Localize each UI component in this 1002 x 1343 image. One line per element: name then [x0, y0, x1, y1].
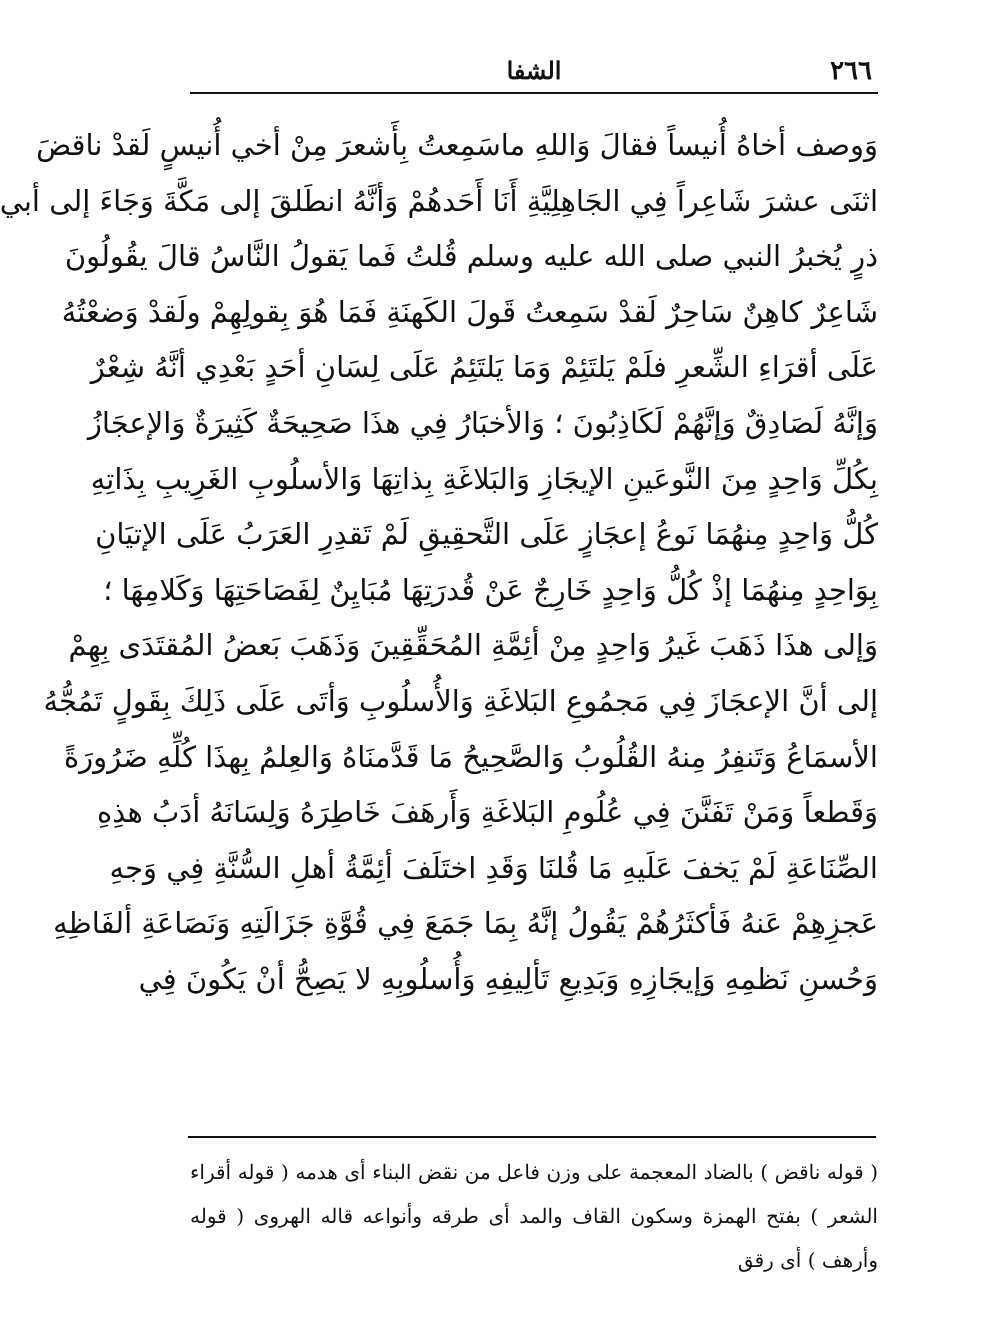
text-line: وَقَطعاً وَمَنْ تَفَنَّنَ فِي عُلُومِ البَلاغَةِ وَأَرهَفَ خَاطِرَهُ وَلِسَانَهُ أدَبُ هذِهِ [97, 795, 878, 830]
text-line: عَجزِهِمْ عَنهُ فَأكثَرُهُمْ يَقُولُ إنَّهُ بِمَا جَمَعَ فِي قُوَّةِ جَزَالَتِهِ وَنَصَاعَةِ ألفَاظِهِ [53, 906, 878, 941]
main-text [0, 118, 878, 1008]
text-line: كُلُّ وَاحِدٍ مِنهُمَا نَوعُ إعجَازٍ عَلَى التَّحقِيقِ لَمْ تَقدِرِ العَرَبُ عَلَى الإتيَانِ [95, 517, 878, 552]
footnote-line: الشعر ) بفتح الهمزة وسكون القاف والمد أى طرقه وأنواعه قاله الهروى ( قوله [190, 1204, 878, 1228]
text-line: عَلَى أقرَاءِ الشِّعرِ فلَمْ يَلتَئِمْ وَمَا يَلتَئِمُ عَلَى لِسَانِ أحَدٍ بَعْدِي أنَّهُ شِعْرٌ [90, 350, 878, 385]
text-line: الصِّنَاعَةِ لَمْ يَخفَ عَلَيهِ مَا قُلنَا وَقَدِ اختَلَفَ أئِمَّةُ أهلِ السُّنَّةِ فِي وَجهِ [109, 850, 878, 885]
text-line: وَإلى هذَا ذَهَبَ غَيرُ وَاحِدٍ مِنْ أئِمَّةِ المُحَقِّقِينَ وَذَهَبَ بَعضُ المُقتَدَى بِهِمْ [68, 628, 878, 663]
text-line: شَاعِرٌ كاهِنٌ سَاحِرٌ لَقدْ سَمِعتُ قَولَ الكَهنَةِ فَمَا هُوَ بِقولِهِمْ ولَقدْ وَضعْتُهُ [61, 294, 878, 329]
running-title: الشفا [506, 56, 562, 85]
text-line: الأسمَاعُ وَتَنفِرُ مِنهُ القُلُوبُ وَالصَّحِيحُ مَا قَدَّمنَاهُ وَالعِلمُ بِهذَا كُلِّهِ ضَرُورَةً [63, 739, 878, 774]
footnotes [190, 1150, 878, 1282]
page-header [190, 52, 878, 94]
page-number: ٢٦٦ [830, 56, 872, 86]
footnote-line: ( قوله ناقض ) بالضاد المعجمة على وزن فاعل من نقض البناء أى هدمه ( قوله أقراء [190, 1160, 878, 1184]
text-line: اثنَى عشرَ شَاعِراً فِي الجَاهِلِيَّةِ أَنَا أَحَدهُمْ وَأنَّهُ انطَلقَ إلى مَكَّةَ وَجَاءَ إلى أبي [0, 183, 878, 218]
footnote-divider [188, 1136, 876, 1138]
text-line: إلى أنَّ الإعجَازَ فِي مَجمُوعِ البَلاغَةِ وَالأُسلُوبِ وَأتَى عَلَى ذَلِكَ بِقَولٍ تَمُجُّهُ [43, 683, 878, 718]
text-line: وَإنَّهُ لَصَادِقٌ وَإنَّهُمْ لَكَاذِبُونَ ؛ وَالأخبَارُ فِي هذَا صَحِيحَةٌ كَثِيرَةٌ وَالإعجَازُ [87, 405, 878, 440]
text-line: ذرٍ يُخبرُ النبي صلى الله عليه وسلم قُلتُ فَما يَقولُ النَّاسُ قالَ يقُولُونَ [64, 239, 878, 274]
text-line: بِوَاحِدٍ مِنهُمَا إذْ كُلُّ وَاحِدٍ خَارِجٌ عَنْ قُدرَتِهَا مُبَايِنٌ لِفَصَاحَتِهَا وَكَلامِهَا ؛ [103, 572, 878, 607]
footnote-line: وأرهف ) أى رقق [737, 1248, 878, 1272]
text-line: وَحُسنِ نَظمِهِ وَإيجَازِهِ وَبَدِيعِ تَألِيفِهِ وَأُسلُوبِهِ لا يَصِحُّ أنْ يَكُونَ فِي [138, 961, 878, 996]
text-line: بِكُلِّ وَاحِدٍ مِنَ النَّوعَينِ الإيجَازِ وَالبَلاغَةِ بِذاتِهَا وَالأسلُوبِ الغَرِيبِ بِذَاتِهِ [90, 461, 878, 496]
text-line: وَوصف أخاهُ أُنيساً فقالَ وَاللهِ ماسَمِعتُ بِأَشعرَ مِنْ أخي أُنيسٍ لَقدْ ناقضَ [36, 128, 878, 162]
